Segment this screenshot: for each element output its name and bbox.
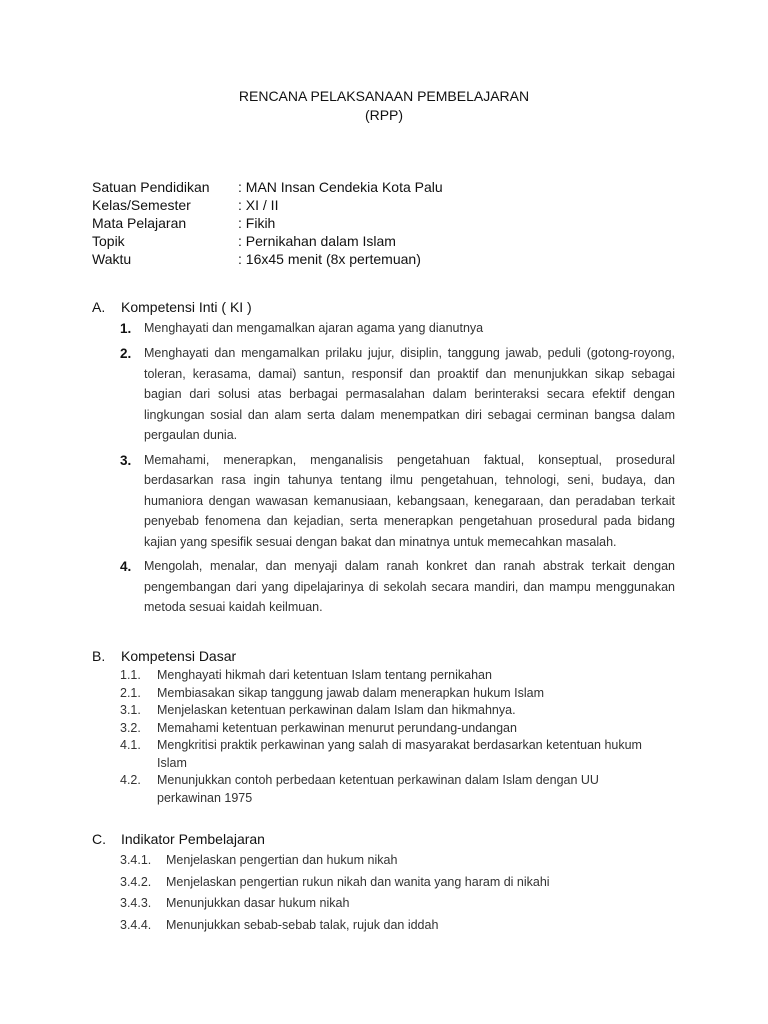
section-title: Indikator Pembelajaran bbox=[121, 831, 265, 847]
item-text: Menghayati dan mengamalkan prilaku jujur, disiplin, tanggung jawab, peduli (gotong-royong, toleran, kerasama, damai) santun, responsif dan proaktif dan menunjukkan sikap sebagai bagian dari solusi atas berbagai permasalahan dalam berinteraksi secara efektif dengan lingkungan sosial dan alam serta dalam menempatkan diri sebagai cerminan bangsa dalam pergaulan dunia. bbox=[144, 346, 675, 442]
item-number: 2.1. bbox=[120, 685, 141, 700]
info-label: Kelas/Semester bbox=[92, 197, 191, 213]
info-label: Topik bbox=[92, 233, 125, 249]
item-text: Memahami, menerapkan, menganalisis pengetahuan faktual, konseptual, prosedural berdasarkan rasa ingin tahunya tentang ilmu pengetahuan, tehnologi, seni, budaya, dan humaniora dengan wawasan kemanusiaan, kebangsaan, kenegaraan, dan peradaban terkait penyebab fenomena dan kejadian, serta menerapkan pengetahuan prosedural pada bidang kajian yang spesifik sesuai dengan bakat dan minatnya untuk memecahkan masalah. bbox=[144, 452, 675, 549]
item-number: 4.2. bbox=[120, 773, 141, 787]
item-number: 3.4.3. bbox=[120, 896, 152, 910]
info-row bbox=[92, 232, 443, 250]
item-text: Menunjukkan dasar hukum nikah bbox=[166, 896, 350, 910]
info-row bbox=[92, 178, 443, 196]
info-label: Waktu bbox=[92, 251, 132, 267]
section-c-heading bbox=[92, 831, 265, 847]
list-item bbox=[120, 915, 680, 937]
item-number: 2. bbox=[120, 346, 132, 361]
info-label: Mata Pelajaran bbox=[92, 215, 187, 231]
section-letter: A. bbox=[92, 299, 106, 315]
item-text: Menjelaskan ketentuan perkawinan dalam Islam dan hikmahnya. bbox=[157, 703, 516, 717]
section-letter: B. bbox=[92, 648, 106, 664]
info-row bbox=[92, 214, 443, 232]
info-value: : Fikih bbox=[238, 215, 276, 231]
list-item bbox=[120, 720, 660, 738]
list-item bbox=[120, 450, 675, 553]
info-row bbox=[92, 196, 443, 214]
section-b-heading bbox=[92, 648, 236, 664]
item-text: Menghayati dan mengamalkan ajaran agama yang dianutnya bbox=[144, 321, 484, 335]
item-text: Menjelaskan pengertian dan hukum nikah bbox=[166, 853, 398, 867]
item-number: 4. bbox=[120, 559, 132, 574]
document-subtitle: (RPP) bbox=[364, 107, 404, 123]
list-item bbox=[120, 685, 660, 703]
item-number: 3.2. bbox=[120, 720, 141, 735]
item-number: 1. bbox=[120, 321, 132, 336]
info-table bbox=[92, 178, 443, 268]
item-number: 3.1. bbox=[120, 703, 141, 717]
item-text: Menjelaskan pengertian rukun nikah dan wanita yang haram di nikahi bbox=[166, 874, 550, 889]
list-item bbox=[120, 850, 680, 872]
item-text: Menghayati hikmah dari ketentuan Islam tentang pernikahan bbox=[157, 668, 492, 682]
item-text: Membiasakan sikap tanggung jawab dalam menerapkan hukum Islam bbox=[157, 685, 545, 700]
list-item bbox=[120, 702, 660, 720]
item-number: 3.4.4. bbox=[120, 917, 152, 932]
section-a-heading bbox=[92, 299, 252, 315]
info-value: : 16x45 menit (8x pertemuan) bbox=[238, 251, 421, 267]
item-text: Mengkritisi praktik perkawinan yang salah di masyarakat berdasarkan ketentuan hukum Islam bbox=[157, 738, 642, 770]
item-number: 1.1. bbox=[120, 668, 141, 682]
item-number: 3. bbox=[120, 452, 132, 468]
item-text: Menunjukkan sebab-sebab talak, rujuk dan iddah bbox=[166, 917, 439, 932]
list-item bbox=[120, 318, 675, 339]
item-text: Menunjukkan contoh perbedaan ketentuan perkawinan dalam Islam dengan UU perkawinan 1975 bbox=[157, 773, 599, 805]
section-letter: C. bbox=[92, 831, 106, 847]
kompetensi-dasar-list bbox=[120, 667, 660, 807]
list-item bbox=[120, 737, 660, 772]
info-value: : XI / II bbox=[238, 197, 279, 213]
info-value: : MAN Insan Cendekia Kota Palu bbox=[238, 179, 443, 195]
document-title: RENCANA PELAKSANAAN PEMBELAJARAN bbox=[238, 88, 530, 104]
info-row bbox=[92, 250, 443, 268]
list-item bbox=[120, 556, 675, 618]
list-item bbox=[120, 772, 660, 807]
info-label: Satuan Pendidikan bbox=[92, 179, 210, 195]
list-item bbox=[120, 667, 660, 685]
info-value: : Pernikahan dalam Islam bbox=[238, 233, 396, 249]
section-title: Kompetensi Dasar bbox=[121, 648, 237, 664]
item-text: Memahami ketentuan perkawinan menurut perundang-undangan bbox=[157, 720, 517, 735]
list-item bbox=[120, 872, 680, 894]
item-number: 4.1. bbox=[120, 738, 141, 752]
item-text: Mengolah, menalar, dan menyaji dalam ranah konkret dan ranah abstrak terkait dengan pengembangan dari yang dipelajarinya di sekolah secara mandiri, dan mampu menggunakan metoda sesuai kaidah keilmuan. bbox=[144, 559, 675, 614]
list-item bbox=[120, 893, 680, 915]
list-item bbox=[120, 343, 675, 446]
kompetensi-inti-list bbox=[120, 318, 675, 622]
item-number: 3.4.2. bbox=[120, 874, 152, 889]
section-title: Kompetensi Inti ( KI ) bbox=[121, 299, 252, 315]
item-number: 3.4.1. bbox=[120, 853, 152, 867]
indikator-list bbox=[120, 850, 680, 936]
